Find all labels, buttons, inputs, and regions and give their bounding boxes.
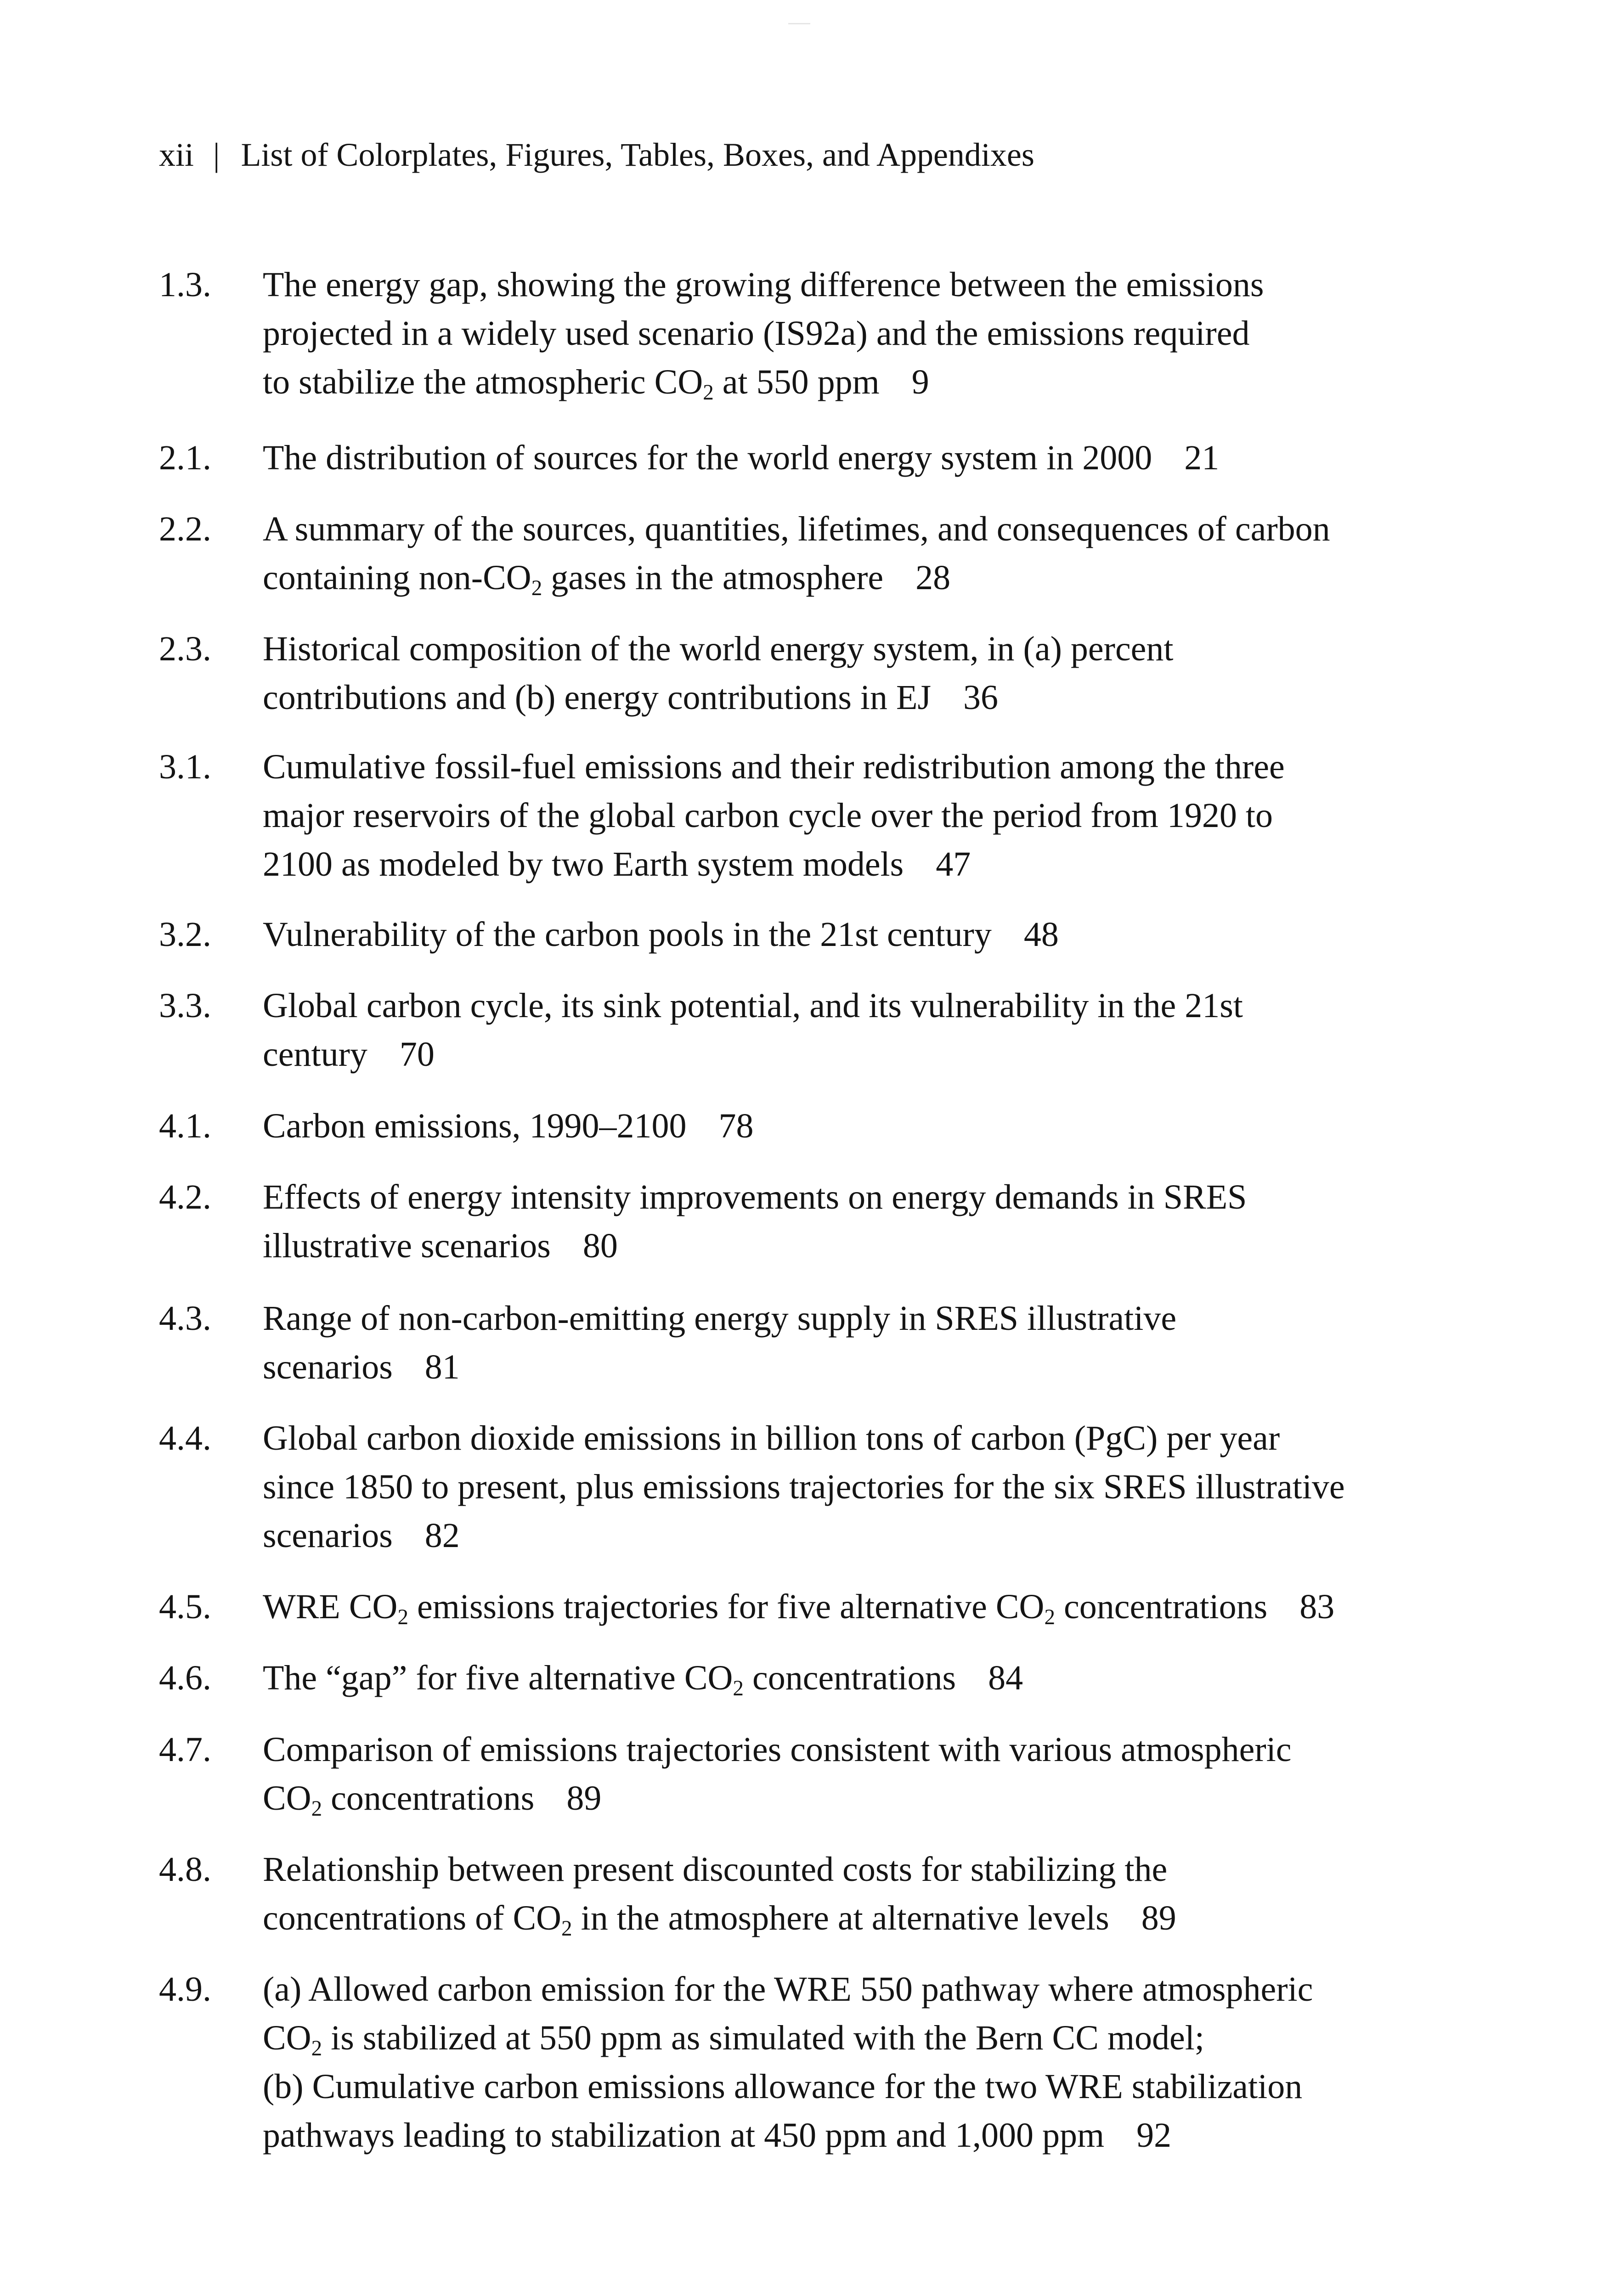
caption-line <box>263 1414 1439 1463</box>
page-reference: 9 <box>911 363 929 401</box>
caption-line <box>263 505 1439 553</box>
caption-text: CO <box>263 2019 311 2057</box>
figure-number: 4.8. <box>159 1850 211 1889</box>
figure-caption <box>263 981 1439 1079</box>
caption-line <box>263 358 1439 406</box>
caption-text: at 550 ppm <box>713 363 880 401</box>
page-reference: 36 <box>963 678 999 717</box>
subscript: 2 <box>733 1677 744 1701</box>
figure-number: 3.1. <box>159 748 211 786</box>
caption-line <box>263 1294 1439 1343</box>
figure-number: 3.2. <box>159 915 211 954</box>
subscript: 2 <box>703 381 714 405</box>
caption-text: concentrations of CO <box>263 1899 562 1937</box>
caption-line <box>263 1654 1439 1702</box>
caption-text: major reservoirs of the global carbon cycle over the period from 1920 to <box>263 796 1273 835</box>
page-reference: 28 <box>915 558 951 597</box>
page-reference: 84 <box>988 1659 1023 1697</box>
caption-text: (b) Cumulative carbon emissions allowance for the two WRE stabilization <box>263 2067 1303 2106</box>
caption-text: Cumulative fossil-fuel emissions and their redistribution among the three <box>263 748 1285 786</box>
caption-line <box>263 673 1439 722</box>
subscript: 2 <box>561 1917 572 1941</box>
caption-text: Historical composition of the world energy system, in (a) percent <box>263 630 1174 668</box>
figure-number: 2.1. <box>159 439 211 477</box>
caption-text: Global carbon dioxide emissions in billion tons of carbon (PgC) per year <box>263 1419 1280 1458</box>
caption-text: concentrations <box>743 1659 956 1697</box>
caption-text: century <box>263 1035 367 1074</box>
caption-line <box>263 1221 1439 1270</box>
caption-text: pathways leading to stabilization at 450 ppm and 1,000 ppm <box>263 2116 1105 2155</box>
caption-line <box>263 910 1439 959</box>
figure-caption <box>263 1294 1439 1391</box>
header-separator: | <box>213 136 220 173</box>
caption-line <box>263 1582 1439 1631</box>
figure-number: 4.7. <box>159 1730 211 1769</box>
caption-text: emissions trajectories for five alternative CO <box>408 1587 1045 1626</box>
caption-line <box>263 981 1439 1030</box>
caption-line <box>263 1774 1439 1823</box>
caption-line <box>263 309 1439 358</box>
figure-caption <box>263 1102 1439 1150</box>
caption-text: Comparison of emissions trajectories consistent with various atmospheric <box>263 1730 1292 1769</box>
running-head <box>159 134 1034 175</box>
caption-line <box>263 1894 1439 1942</box>
caption-text: Effects of energy intensity improvements on energy demands in SRES <box>263 1178 1247 1216</box>
caption-text: to stabilize the atmospheric CO <box>263 363 703 401</box>
figure-number: 4.4. <box>159 1419 211 1458</box>
figure-caption <box>263 625 1439 722</box>
caption-text: WRE CO <box>263 1587 398 1626</box>
caption-text: contributions and (b) energy contributions in EJ <box>263 678 932 717</box>
figure-number: 4.6. <box>159 1659 211 1697</box>
figure-caption <box>263 1725 1439 1823</box>
figure-caption <box>263 1965 1439 2160</box>
caption-text: The “gap” for five alternative CO <box>263 1659 733 1697</box>
page-reference: 89 <box>566 1779 602 1818</box>
caption-text: The energy gap, showing the growing difference between the emissions <box>263 265 1264 304</box>
page-reference: 70 <box>399 1035 435 1074</box>
caption-text: Relationship between present discounted costs for stabilizing the <box>263 1850 1168 1889</box>
caption-text: scenarios <box>263 1348 393 1386</box>
caption-line <box>263 1030 1439 1079</box>
caption-line <box>263 625 1439 673</box>
page-reference: 83 <box>1299 1587 1335 1626</box>
caption-text: illustrative scenarios <box>263 1227 551 1265</box>
caption-text: concentrations <box>1055 1587 1268 1626</box>
subscript: 2 <box>311 1797 322 1821</box>
figure-caption <box>263 1582 1439 1631</box>
page-reference: 82 <box>424 1516 460 1555</box>
figure-number: 1.3. <box>159 265 211 304</box>
subscript: 2 <box>397 1605 408 1630</box>
figure-number: 4.2. <box>159 1178 211 1216</box>
page-reference: 21 <box>1184 439 1220 477</box>
caption-line <box>263 1845 1439 1894</box>
caption-text: projected in a widely used scenario (IS92a) and the emissions required <box>263 314 1250 353</box>
caption-text: 2100 as modeled by two Earth system models <box>263 845 904 884</box>
caption-line <box>263 2014 1439 2062</box>
figure-caption <box>263 433 1439 482</box>
caption-line <box>263 1725 1439 1774</box>
figure-caption <box>263 1654 1439 1702</box>
caption-line <box>263 1102 1439 1150</box>
running-head-title: List of Colorplates, Figures, Tables, Boxes, and Appendixes <box>241 136 1034 173</box>
caption-text: The distribution of sources for the world energy system in 2000 <box>263 439 1152 477</box>
caption-line <box>263 840 1439 889</box>
caption-text: (a) Allowed carbon emission for the WRE 550 pathway where atmospheric <box>263 1970 1313 2009</box>
caption-line <box>263 1463 1439 1511</box>
figure-number: 4.3. <box>159 1299 211 1338</box>
subscript: 2 <box>531 576 542 601</box>
page-reference: 48 <box>1023 915 1059 954</box>
caption-text: concentrations <box>322 1779 535 1818</box>
figure-caption <box>263 1845 1439 1942</box>
caption-text: Vulnerability of the carbon pools in the 21st century <box>263 915 992 954</box>
page-reference: 92 <box>1136 2116 1172 2155</box>
top-mark <box>788 23 810 24</box>
figure-number: 4.9. <box>159 1970 211 2009</box>
caption-text: scenarios <box>263 1516 393 1555</box>
caption-text: is stabilized at 550 ppm as simulated with the Bern CC model; <box>322 2019 1204 2057</box>
caption-line <box>263 1965 1439 2014</box>
figure-caption <box>263 1173 1439 1270</box>
caption-text: Range of non-carbon-emitting energy supply in SRES illustrative <box>263 1299 1177 1338</box>
caption-text: in the atmosphere at alternative levels <box>572 1899 1109 1937</box>
caption-line <box>263 260 1439 309</box>
figure-number: 4.1. <box>159 1107 211 1145</box>
figure-caption <box>263 260 1439 406</box>
caption-line <box>263 433 1439 482</box>
caption-line <box>263 791 1439 840</box>
figure-caption <box>263 910 1439 959</box>
figure-number: 2.3. <box>159 630 211 668</box>
caption-text: containing non-CO <box>263 558 531 597</box>
caption-line <box>263 1343 1439 1391</box>
figure-number: 3.3. <box>159 986 211 1025</box>
subscript: 2 <box>311 2037 322 2061</box>
figure-caption <box>263 743 1439 889</box>
page-reference: 81 <box>424 1348 460 1386</box>
page-reference: 47 <box>936 845 971 884</box>
caption-line <box>263 2111 1439 2160</box>
caption-text: Global carbon cycle, its sink potential, and its vulnerability in the 21st <box>263 986 1243 1025</box>
caption-line <box>263 1511 1439 1560</box>
caption-line <box>263 553 1439 602</box>
caption-text: Carbon emissions, 1990–2100 <box>263 1107 687 1145</box>
caption-line <box>263 2062 1439 2111</box>
caption-text: gases in the atmosphere <box>542 558 884 597</box>
page-reference: 80 <box>582 1227 618 1265</box>
subscript: 2 <box>1044 1605 1056 1630</box>
caption-text: A summary of the sources, quantities, lifetimes, and consequences of carbon <box>263 510 1330 548</box>
caption-line <box>263 1173 1439 1221</box>
caption-line <box>263 743 1439 791</box>
figure-caption <box>263 1414 1439 1560</box>
figure-caption <box>263 505 1439 602</box>
figure-number: 4.5. <box>159 1587 211 1626</box>
page-folio: xii <box>159 136 194 173</box>
figure-number: 2.2. <box>159 510 211 548</box>
caption-text: CO <box>263 1779 311 1818</box>
page-reference: 78 <box>718 1107 754 1145</box>
caption-text: since 1850 to present, plus emissions trajectories for the six SRES illustrative <box>263 1468 1345 1506</box>
page-reference: 89 <box>1141 1899 1176 1937</box>
